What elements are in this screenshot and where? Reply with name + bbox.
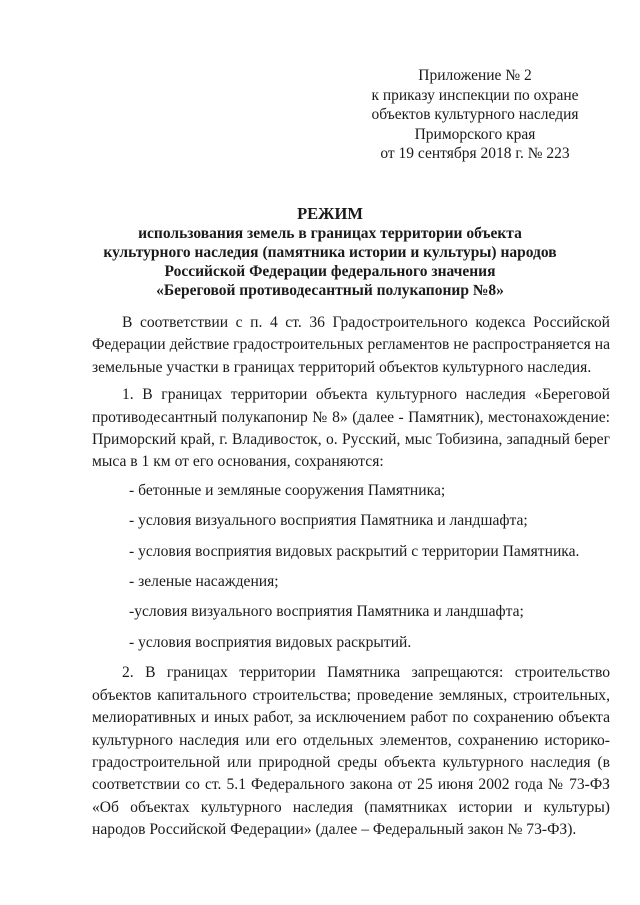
list-item: -условия визуального восприятия Памятника и ландшафта;	[129, 603, 524, 621]
title-main: РЕЖИМ	[297, 204, 363, 223]
list-item: - бетонные и земляные сооружения Памятника;	[129, 481, 446, 499]
annex-order-ref: к приказу инспекции по охране	[371, 86, 579, 104]
annex-number: Приложение № 2	[418, 67, 532, 84]
paragraph-2: 2. В границах территории Памятника запрещаются: строительство объектов капитального строительства; проведение земляных, строительных, мелиоративных и иных работ, за исключением работ по сохранению объекта культурного наследия или его отдельных элементов, сохранению историко-градостроительной или природной среды объекта культурного наследия (в соответствии со ст. 5.1 Федерального закона от 25 июня 2002 года № 73-ФЗ «Об объектах культурного наследия (памятниках истории и культуры) народов Российской Федерации» (далее – Федеральный закон № 73-ФЗ).	[92, 664, 610, 839]
list-item: - условия восприятия видовых раскрытий.	[129, 633, 412, 651]
title-line-2: культурного наследия (памятника истории и культуры) народов	[103, 244, 557, 261]
annex-inspection-name: объектов культурного наследия	[371, 106, 579, 123]
title-line-3: Российской Федерации федерального значения	[164, 263, 496, 280]
paragraph-1: 1. В границах территории объекта культурного наследия «Береговой противодесантный полукапонир № 8» (далее - Памятник), местонахождение: Приморский край, г. Владивосток, о. Русский, мыс Тобизина, западный берег мыса в 1 км от его основания, сохраняются:	[92, 386, 610, 471]
title-line-4: «Береговой противодесантный полукапонир №8»	[156, 282, 504, 299]
list-item: - условия восприятия видовых раскрытий с территории Памятника.	[129, 542, 580, 560]
document-body	[92, 312, 610, 842]
title-line-1: использования земель в границах территории объекта	[138, 225, 522, 242]
intro-paragraph: В соответствии с п. 4 ст. 36 Градостроительного кодекса Российской Федерации действие градостроительных регламентов не распространяется на земельные участки в границах территорий объектов культурного наследия.	[92, 314, 610, 376]
preserved-items-list	[92, 480, 610, 654]
list-item: - зеленые насаждения;	[129, 573, 279, 591]
list-item: - условия визуального восприятия Памятника и ландшафта;	[129, 512, 528, 530]
annex-region: Приморского края	[414, 125, 536, 143]
annex-date-number: от 19 сентября 2018 г. № 223	[380, 145, 570, 162]
annex-header	[330, 66, 620, 164]
document-title	[90, 203, 570, 300]
